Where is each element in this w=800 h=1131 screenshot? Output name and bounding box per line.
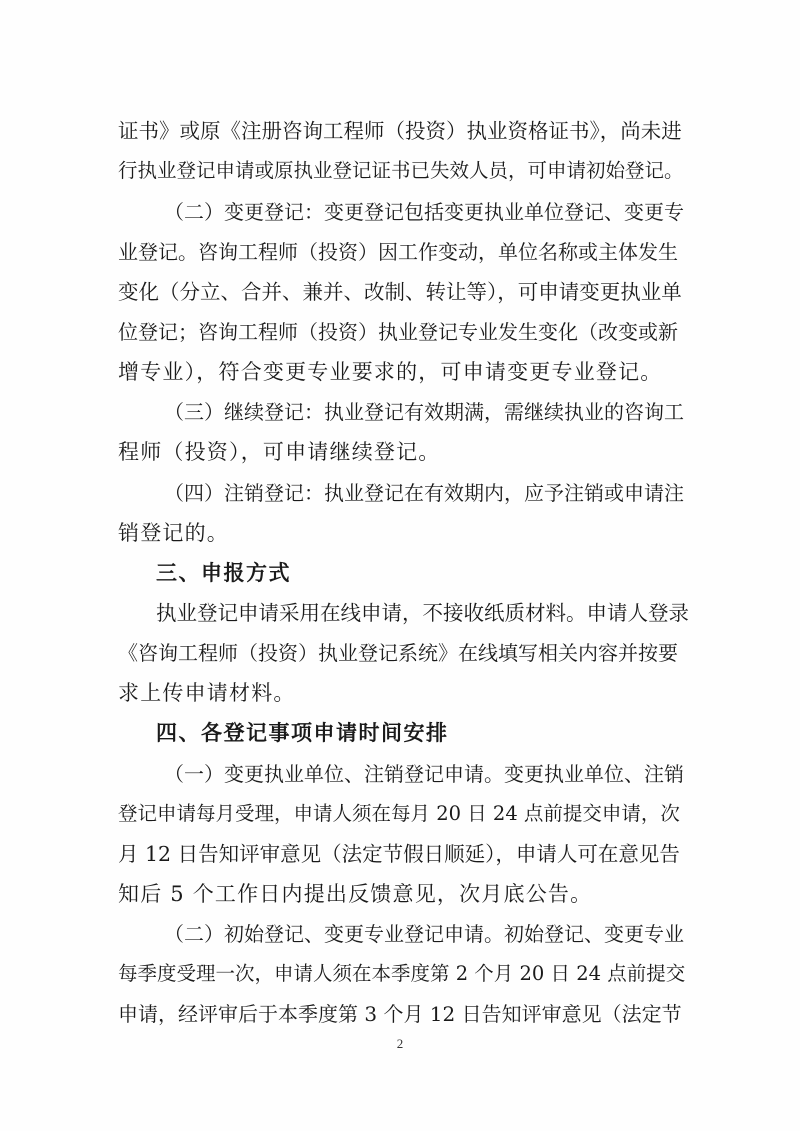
body-text-line: 变化（分立、合并、兼并、改制、转让等），可申请变更执业单 bbox=[118, 280, 682, 304]
body-text-line: 每季度受理一次，申请人须在本季度第 2 个月 20 日 24 点前提交 bbox=[118, 962, 686, 985]
paragraph-cancel-registration: （四）注销登记：执业登记在有效期内，应予注销或申请注 bbox=[164, 481, 684, 505]
body-text-line: 业登记。咨询工程师（投资）因工作变动，单位名称或主体发生 bbox=[118, 240, 678, 264]
paragraph-schedule-change-unit: （一）变更执业单位、注销登记申请。变更执业单位、注销 bbox=[164, 762, 684, 786]
body-text-line: 程师（投资），可申请继续登记。 bbox=[118, 440, 441, 464]
section-heading-submission: 三、申报方式 bbox=[156, 561, 291, 585]
body-text-line: 申请，经评审后于本季度第 3 个月 12 日告知评审意见（法定节 bbox=[118, 1002, 682, 1026]
body-text-line: 月 12 日告知评审意见（法定节假日顺延），申请人可在意见告 bbox=[118, 842, 680, 866]
page-number: 2 bbox=[396, 1036, 404, 1051]
paragraph-continue-registration: （三）继续登记：执业登记有效期满，需继续执业的咨询工 bbox=[164, 400, 684, 424]
section-heading-schedule: 四、各登记事项申请时间安排 bbox=[156, 721, 449, 745]
paragraph-schedule-initial: （二）初始登记、变更专业登记申请。初始登记、变更专业 bbox=[164, 922, 684, 946]
body-text-line: 求上传申请材料。 bbox=[118, 681, 296, 705]
paragraph-change-registration: （二）变更登记：变更登记包括变更执业单位登记、变更专 bbox=[164, 200, 684, 224]
body-text-line: 增专业），符合变更专业要求的，可申请变更专业登记。 bbox=[118, 360, 663, 384]
body-text-line: 登记申请每月受理，申请人须在每月 20 日 24 点前提交申请，次 bbox=[118, 802, 680, 825]
body-text-line: 位登记；咨询工程师（投资）执业登记专业发生变化（改变或新 bbox=[118, 320, 678, 344]
body-text-line: 行执业登记申请或原执业登记证书已失效人员，可申请初始登记。 bbox=[118, 159, 684, 182]
body-text-line: 知后 5 个工作日内提出反馈意见，次月底公告。 bbox=[118, 882, 593, 906]
body-text-line: 《咨询工程师（投资）执业登记系统》在线填写相关内容并按要 bbox=[118, 641, 678, 665]
paragraph-submission: 执业登记申请采用在线申请，不接收纸质材料。申请人登录 bbox=[156, 601, 689, 625]
body-text-line: 销登记的。 bbox=[118, 521, 229, 545]
body-text-line: 证书》或原《注册咨询工程师（投资）执业资格证书》，尚未进 bbox=[118, 119, 682, 143]
